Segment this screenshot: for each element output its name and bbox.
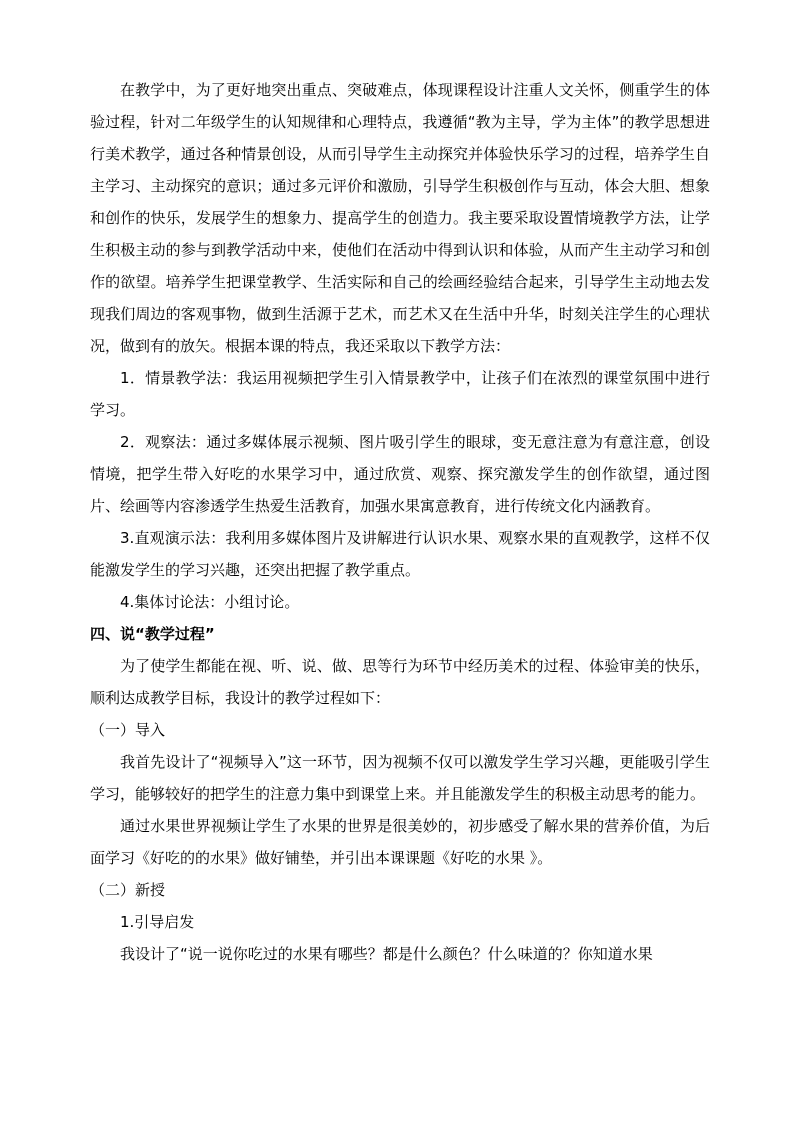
subsection-title-introduction: （一）导入 [90, 721, 166, 739]
section-intro: 为了使学生都能在视、听、说、做、思等行为环节中经历美术的过程、体验审美的快乐，顺利达成教学目标，我设计的教学过程如下： [90, 657, 710, 707]
document-page [90, 74, 710, 970]
step-title-guidance: 1.引导启发 [120, 913, 195, 931]
method-3-demonstration: 3.直观演示法：我利用多媒体图片及讲解进行认识水果、观察水果的直观教学，这样不仅能激发学生的学习兴趣，还突出把握了教学重点。 [90, 529, 710, 579]
introduction-paragraph-2: 通过水果世界视频让学生了水果的世界是很美妙的，初步感受了解水果的营养价值，为后面学习《好吃的的水果》做好铺垫，并引出本课课题《好吃的水果 》。 [90, 817, 710, 867]
method-4-discussion: 4.集体讨论法：小组讨论。 [120, 593, 300, 611]
method-2-observation: 2．观察法：通过多媒体展示视频、图片吸引学生的眼球，变无意注意为有意注意，创设情境，把学生带入好吃的水果学习中，通过欣赏、观察、探究激发学生的创作欲望，通过图片、绘画等内容渗透学生热爱生活教育，加强水果寓意教育，进行传统文化内涵教育。 [90, 433, 710, 515]
subsection-title-new-lesson: （二）新授 [90, 881, 166, 899]
method-1-situational: 1．情景教学法：我运用视频把学生引入情景教学中，让孩子们在浓烈的课堂氛围中进行学习。 [90, 369, 710, 419]
introduction-paragraph-1: 我首先设计了“视频导入”这一环节，因为视频不仅可以激发学生学习兴趣，更能吸引学生学习，能够较好的把学生的注意力集中到课堂上来。并且能激发学生的积极主动思考的能力。 [90, 753, 710, 803]
guidance-paragraph: 我设计了“说一说你吃过的水果有哪些？都是什么颜色？什么味道的？你知道水果 [120, 945, 653, 963]
paragraph-teaching-approach: 在教学中，为了更好地突出重点、突破难点，体现课程设计注重人文关怀，侧重学生的体验过程，针对二年级学生的认知规律和心理特点，我遵循“教为主导，学为主体”的教学思想进行美术教学，通过各种情景创设，从而引导学生主动探究并体验快乐学习的过程，培养学生自主学习、主动探究的意识；通过多元评价和激励，引导学生积极创作与互动，体会大胆、想象和创作的快乐，发展学生的想象力、提高学生的创造力。我主要采取设置情境教学方法，让学生积极主动的参与到教学活动中来，使他们在活动中得到认识和体验，从而产生主动学习和创作的欲望。培养学生把课堂教学、生活实际和自己的绘画经验结合起来，引导学生主动地去发现我们周边的客观事物，做到生活源于艺术，而艺术又在生活中升华，时刻关注学生的心理状况，做到有的放矢。根据本课的特点，我还采取以下教学方法： [90, 81, 710, 355]
section-heading-teaching-process: 四、说“教学过程” [90, 625, 215, 643]
